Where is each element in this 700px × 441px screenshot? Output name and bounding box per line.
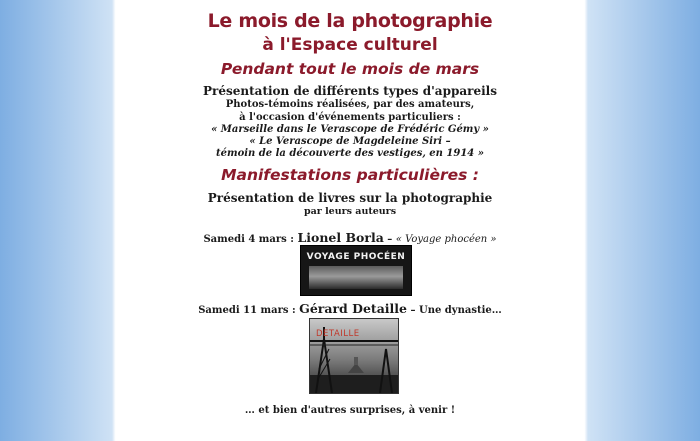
presentation-line-3: « Marseille dans le Verascope de Frédéric Gémy » [211,124,489,135]
event-2 [117,301,583,316]
book-cover-title: VOYAGE PHOCÉEN [306,252,406,262]
presentation-line-2: à l'occasion d'événements particuliers : [239,112,461,123]
presentation-line-1: Photos-témoins réalisées, par des amateurs, [225,99,475,110]
poster-title: Le mois de la photographie [207,10,493,32]
presentation-line-5: témoin de la découverte des vestiges, en 1914 » [216,148,484,159]
presentation-line-4: « Le Verascope de Magdeleine Siri – [249,136,451,147]
book-cover-photo [309,266,403,289]
event-separator: – [383,234,396,245]
book-cover-voyage-phoceen [300,245,412,296]
event-separator: – [407,305,419,316]
manifestations-heading: Manifestations particulières : [221,166,479,184]
event-date: Samedi 4 mars : [203,234,298,245]
event-author: Gérard Detaille [299,301,407,316]
event-book: « Voyage phocéen » [395,234,497,245]
book-cover-detaille [309,318,399,394]
presentation-heading: Présentation de différents types d'appareils [203,84,497,98]
period-heading: Pendant tout le mois de mars [220,60,480,78]
event-author: Lionel Borla [297,230,384,245]
poster-subtitle: à l'Espace culturel [262,35,438,55]
book-cover-title: DETAILLE [316,329,360,339]
manifestations-line-2: par leurs auteurs [303,206,397,217]
event-date: Samedi 11 mars : [198,305,300,316]
event-1 [117,230,583,245]
footer-text: … et bien d'autres surprises, à venir ! [244,405,456,416]
event-book: Une dynastie… [418,305,502,316]
poster [117,0,583,441]
manifestations-line-1: Présentation de livres sur la photographie [207,191,493,205]
